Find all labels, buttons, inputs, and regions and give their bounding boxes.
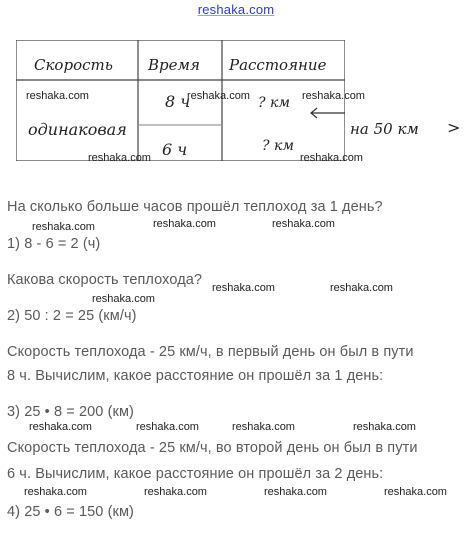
row1-distance: ? км <box>258 95 290 111</box>
watermark: reshaka.com <box>88 152 151 164</box>
paragraph-3-line-1: Скорость теплохода - 25 км/ч, в первый день он был в пути <box>7 344 414 360</box>
watermark: reshaka.com <box>212 282 275 294</box>
paragraph-3-line-2: 8 ч. Вычислим, какое расстояние он прошёл за 1 день: <box>7 368 384 384</box>
watermark: reshaka.com <box>144 486 207 498</box>
watermark: reshaka.com <box>187 90 250 102</box>
watermark: reshaka.com <box>330 282 393 294</box>
watermark: reshaka.com <box>302 90 365 102</box>
watermark: reshaka.com <box>264 486 327 498</box>
watermark: reshaka.com <box>300 152 363 164</box>
header-speed: Скорость <box>34 56 113 74</box>
question-2: Какова скорость теплохода? <box>7 272 203 288</box>
step-3: 3) 25 • 8 = 200 (км) <box>7 404 134 420</box>
row1-time: 8 ч <box>165 92 191 111</box>
row2-time: 6 ч <box>162 140 188 159</box>
watermark: reshaka.com <box>32 221 95 233</box>
paragraph-4-line-1: Скорость теплохода - 25 км/ч, во второй день он был в пути <box>7 440 418 456</box>
watermark: reshaka.com <box>26 90 89 102</box>
paragraph-4-line-2: 6 ч. Вычислим, какое расстояние он прошёл за 2 день: <box>7 466 384 482</box>
header-distance: Расстояние <box>229 56 327 74</box>
step-2: 2) 50 : 2 = 25 (км/ч) <box>7 308 137 324</box>
arrow-icon <box>311 108 345 118</box>
watermark: reshaka.com <box>29 421 92 433</box>
speed-note: одинаковая <box>28 120 127 139</box>
question-1: На сколько больше часов прошёл теплоход за 1 день? <box>7 199 383 215</box>
row2-distance: ? км <box>262 138 294 154</box>
header-time: Время <box>148 56 200 74</box>
watermark: reshaka.com <box>384 486 447 498</box>
site-name[interactable]: reshaka.com <box>197 2 275 17</box>
difference-label: на 50 км <box>350 120 419 138</box>
watermark: reshaka.com <box>136 421 199 433</box>
brace-icon: > <box>447 118 461 137</box>
site-header[interactable] <box>0 2 472 17</box>
watermark: reshaka.com <box>272 218 335 230</box>
step-4: 4) 25 • 6 = 150 (км) <box>7 504 134 520</box>
watermark: reshaka.com <box>24 486 87 498</box>
step-1: 1) 8 - 6 = 2 (ч) <box>7 236 101 252</box>
watermark: reshaka.com <box>153 218 216 230</box>
watermark: reshaka.com <box>92 293 155 305</box>
watermark: reshaka.com <box>232 421 295 433</box>
watermark: reshaka.com <box>353 421 416 433</box>
